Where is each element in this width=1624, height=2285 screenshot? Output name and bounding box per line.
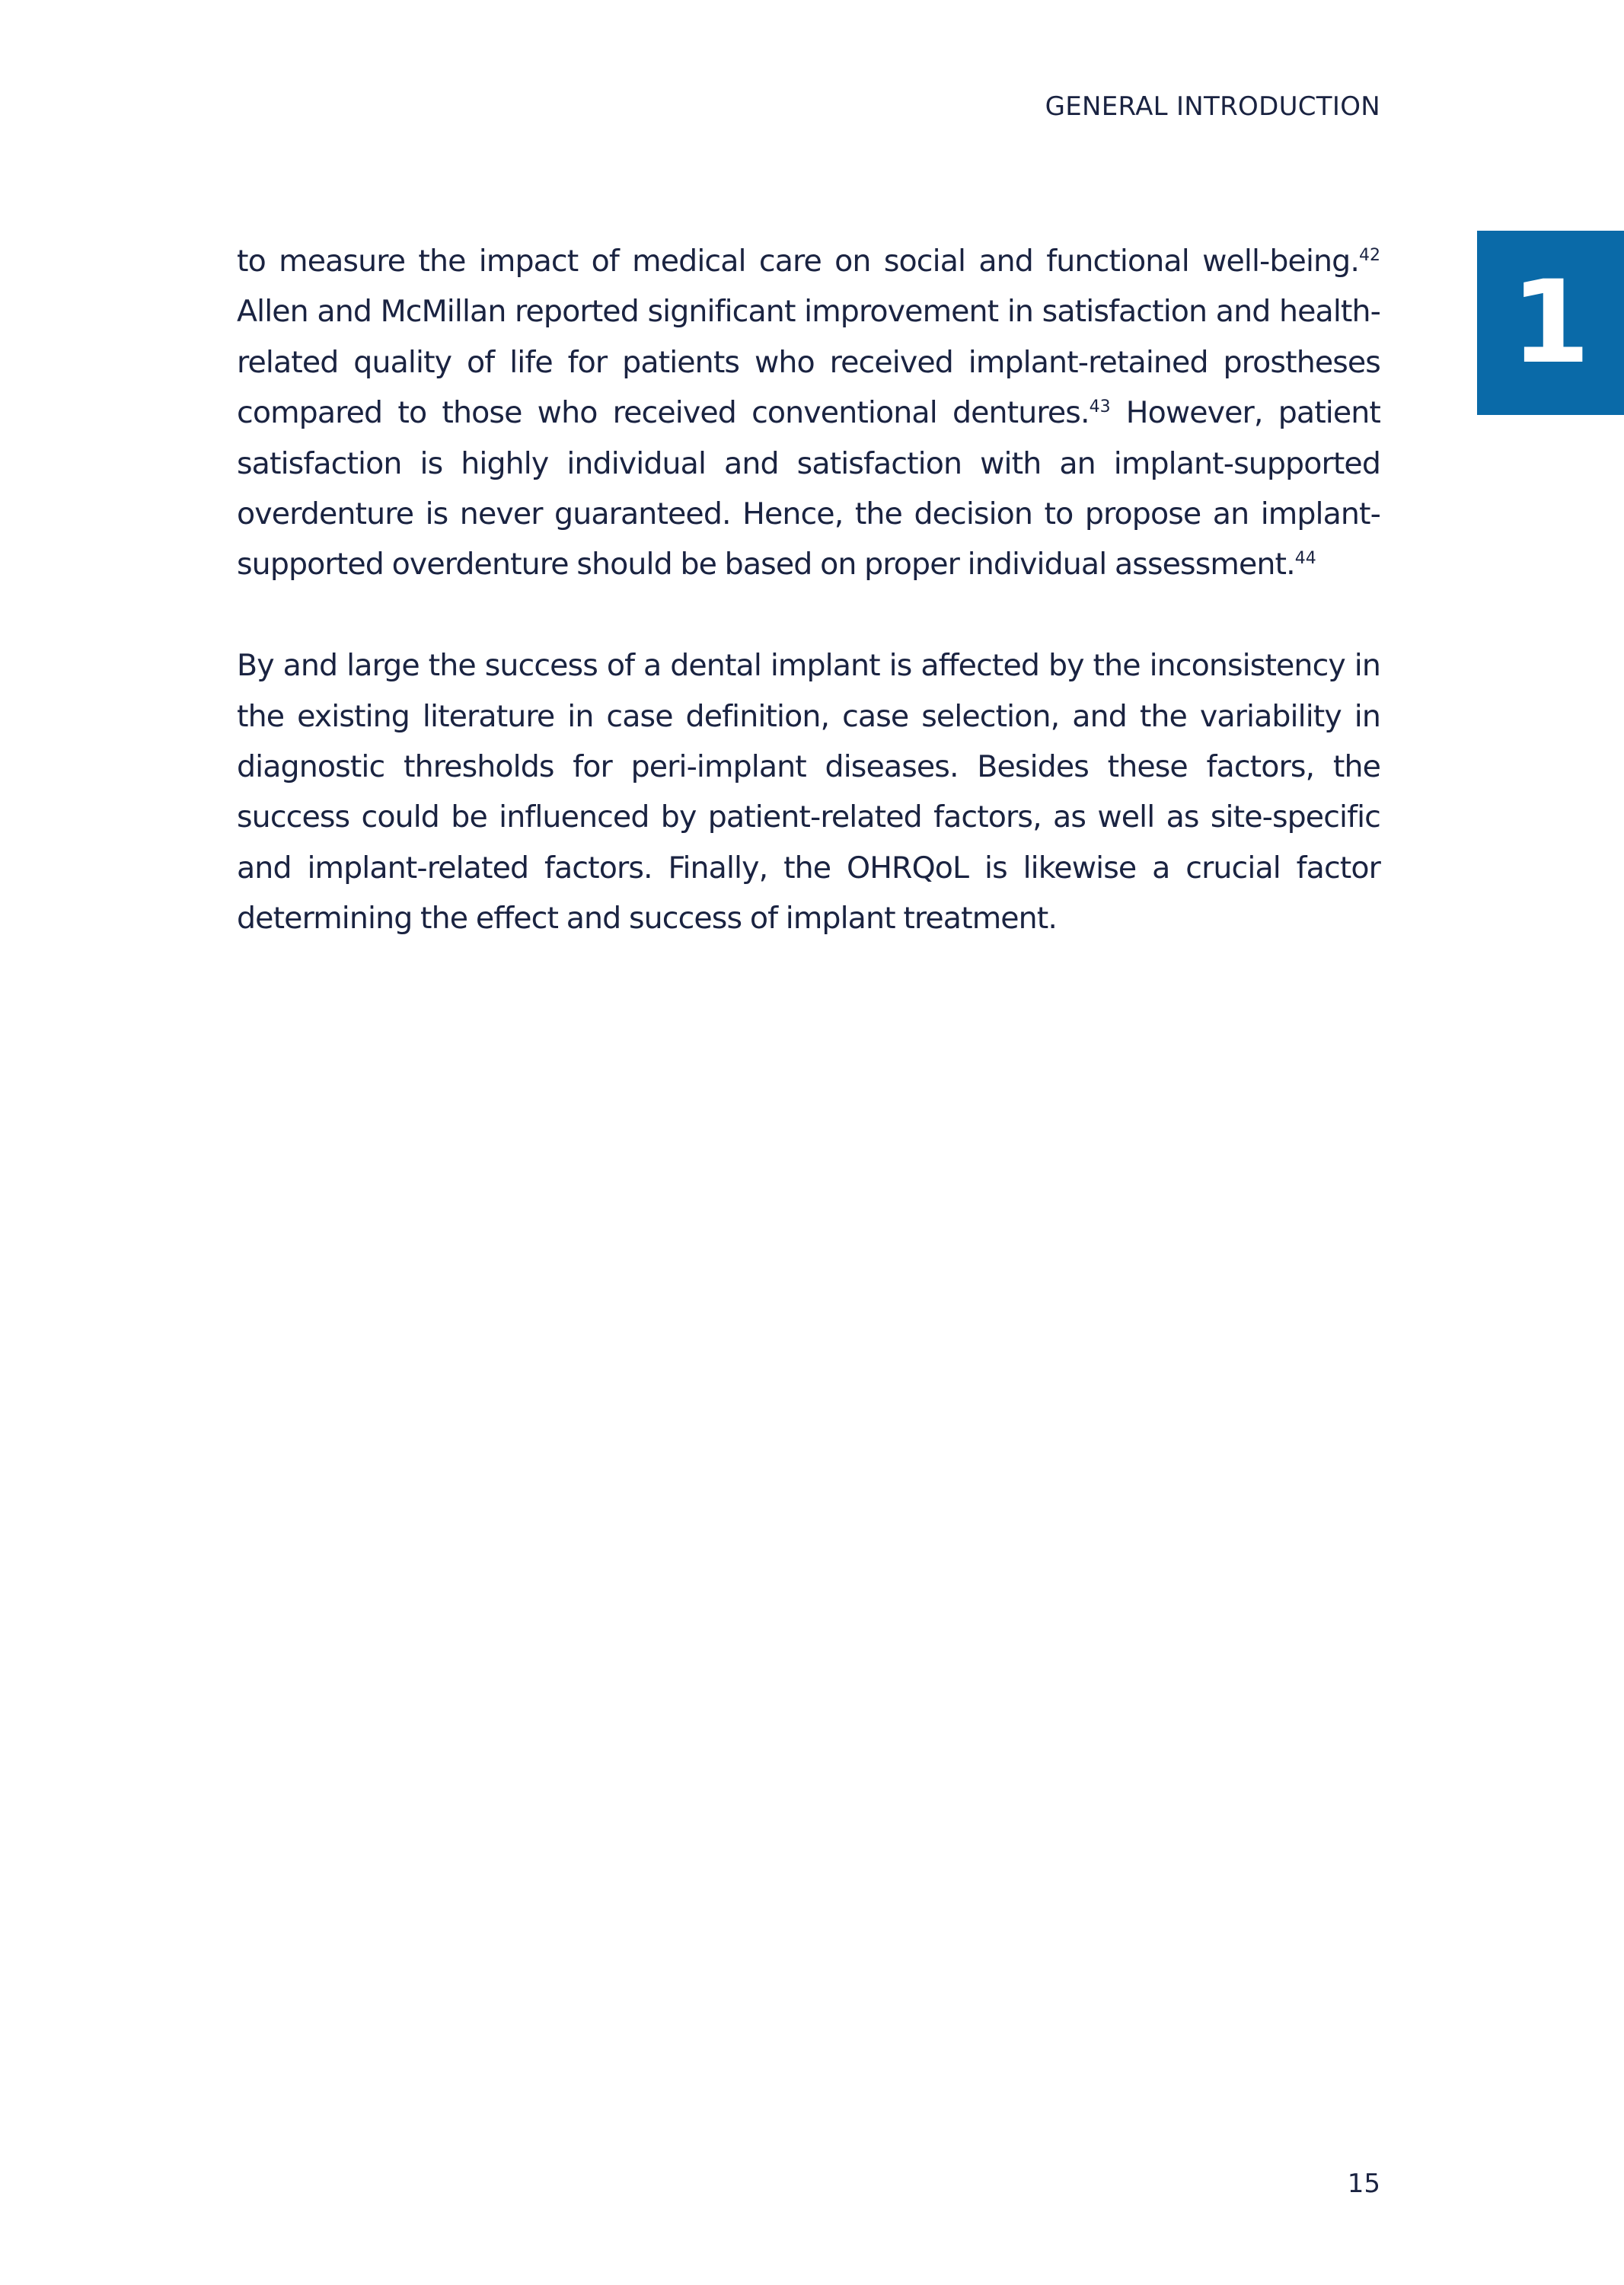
chapter-tab	[1477, 231, 1624, 415]
paragraph-1-text-3: However, patient satisfaction is highly individual and satisfaction with an implant-supported overdenture is never guaranteed. Hence, the decision to propose an implant-supported overdenture should be based on proper individual assessment.	[237, 395, 1381, 582]
paragraph-1-text-2: Allen and McMillan reported significant improvement in satisfaction and health-related quality of life for patients who received implant-retained prostheses compared to those who received conventional dentures.	[237, 294, 1380, 431]
chapter-number: 1	[1511, 257, 1590, 389]
citation-42: 42	[1359, 246, 1380, 265]
paragraph-1	[237, 236, 1380, 590]
page-number: 15	[1347, 2169, 1380, 2199]
citation-44: 44	[1294, 549, 1316, 569]
running-head: GENERAL INTRODUCTION	[1045, 91, 1380, 122]
body-text	[237, 236, 1380, 944]
citation-43: 43	[1089, 397, 1111, 417]
paragraph-2: By and large the success of a dental implant is affected by the inconsistency in the existing literature in case definition, case selection, and the variability in diagnostic thresholds for peri-implant diseases. Besides these factors, the success could be influenced by patient-related factors, as well as site-specific and implant-related factors. Finally, the OHRQoL is likewise a crucial factor determining the effect and success of implant treatment.	[237, 648, 1380, 937]
paragraph-1-text-1: to measure the impact of medical care on social and functional well-being.	[237, 244, 1359, 279]
